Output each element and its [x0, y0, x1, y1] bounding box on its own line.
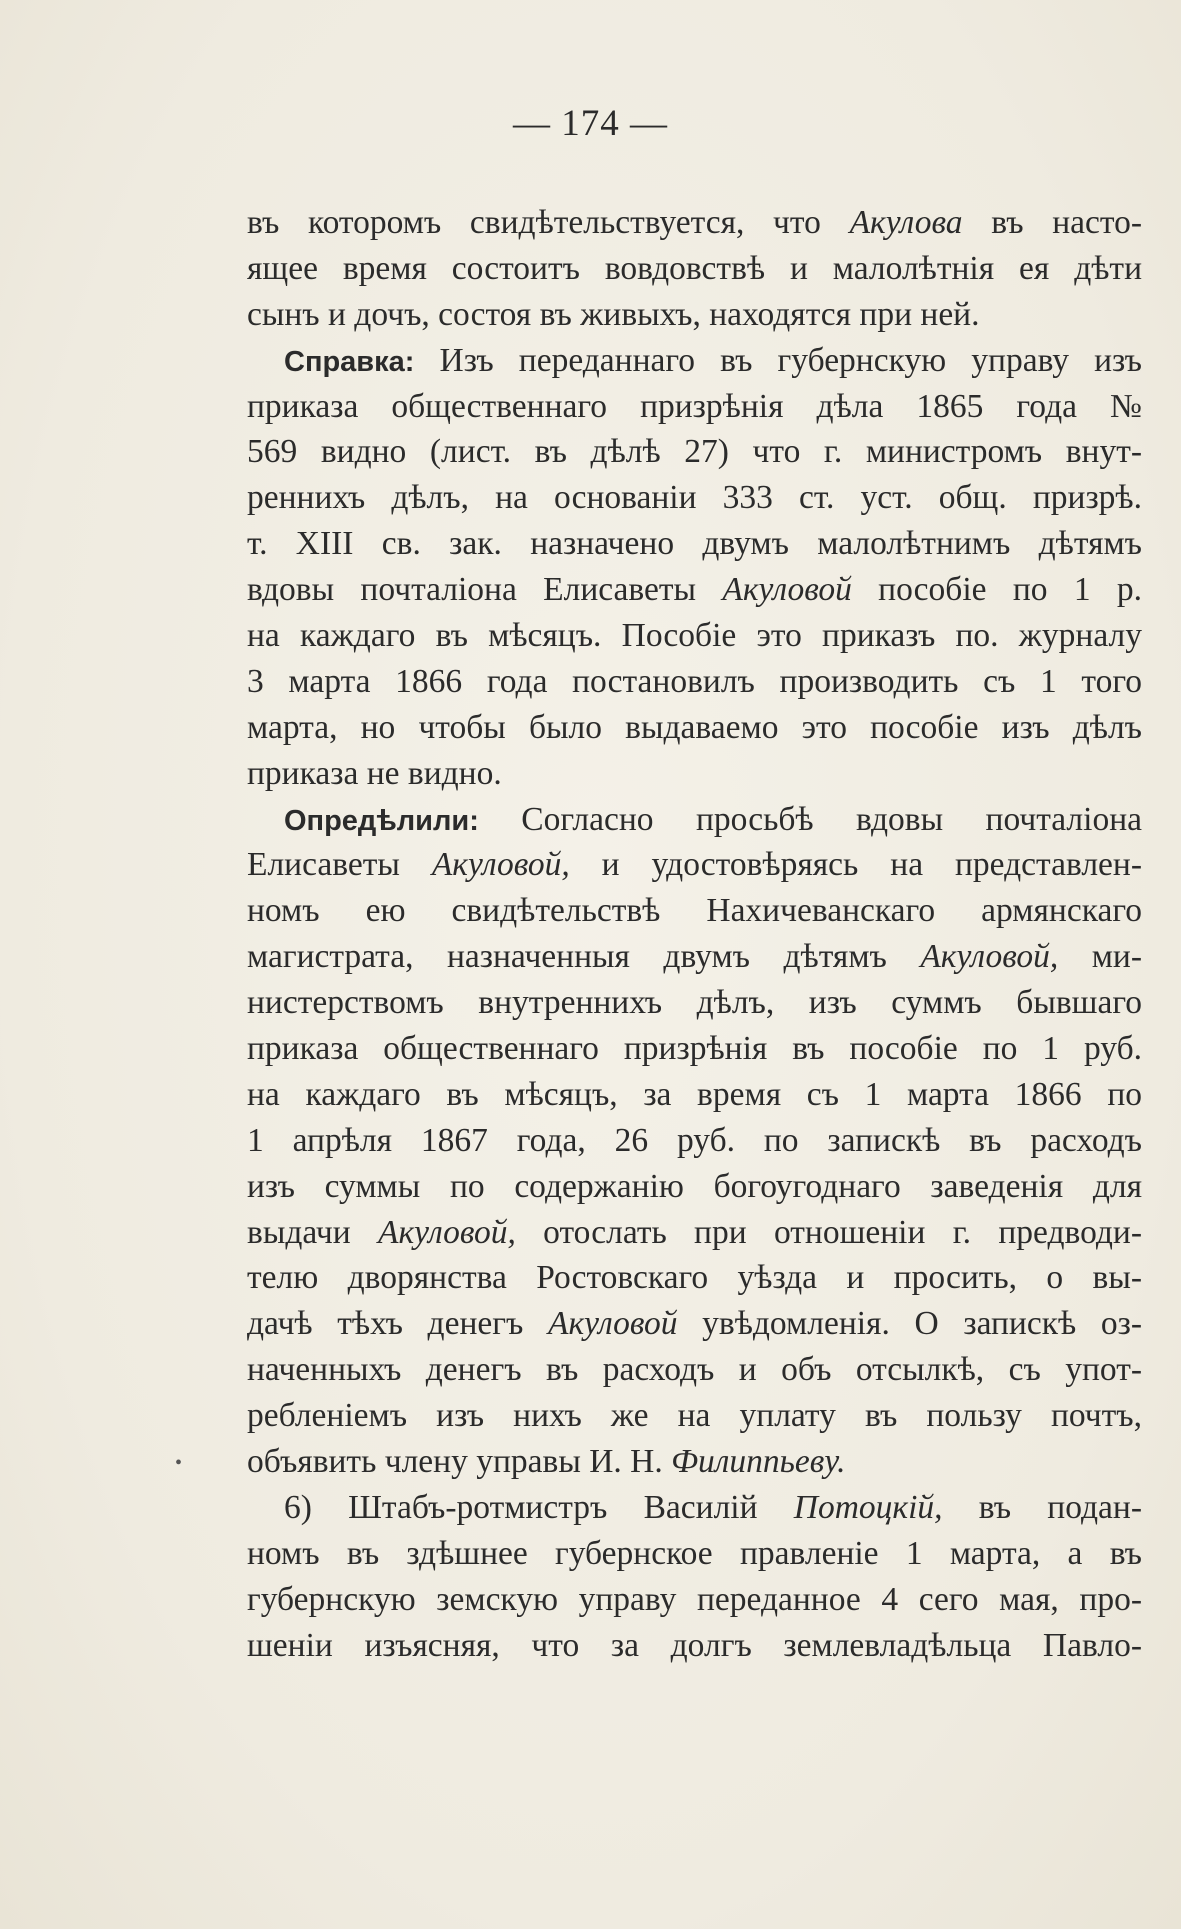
text-segment: Согласно просьбѣ вдовы почталіона [478, 800, 1142, 838]
italic-name: Акуловой, [377, 1213, 516, 1251]
text-segment: наченныхъ денегъ въ расходъ и объ отсылкѣ, съ упот- [247, 1351, 1142, 1389]
text-segment: и удостовѣряясь на представлен- [569, 846, 1142, 884]
text-line [247, 567, 1142, 613]
text-segment: въ которомъ свидѣтельствуется, что [247, 204, 850, 241]
section-keyword: Справка: [284, 345, 415, 378]
text-segment: сынъ и дочъ, состоя въ живыхъ, находятся при ней. [247, 295, 980, 333]
italic-name: Акуловой, [431, 846, 570, 884]
text-line [247, 429, 1142, 475]
text-segment: въ подан- [942, 1488, 1143, 1526]
italic-name: Филиппьеву. [671, 1443, 846, 1481]
text-segment: на каждаго въ мѣсяцъ, за время съ 1 марта 1866 по [247, 1075, 1142, 1113]
text-line [247, 1164, 1142, 1210]
text-line [247, 705, 1142, 751]
text-line [247, 521, 1142, 567]
text-line [247, 1485, 1142, 1531]
text-segment: на каждаго въ мѣсяцъ. Пособіе это приказъ по. журналу [247, 617, 1142, 655]
italic-name: Акуловой [722, 571, 852, 609]
text-segment: 6) Штабъ-ротмистръ Василій [284, 1488, 794, 1526]
text-segment: ребленіемъ изъ нихъ же на уплату въ пользу почтъ, [247, 1397, 1142, 1435]
text-line [247, 1026, 1142, 1072]
text-segment: т. XIII св. зак. назначено двумъ малолѣтнимъ дѣтямъ [247, 525, 1142, 563]
text-segment: нистерствомъ внутреннихъ дѣлъ, изъ суммъ бывшаго [247, 984, 1142, 1022]
text-segment: приказа общественнаго призрѣнія дѣла 1865 года № [247, 387, 1142, 425]
text-line [247, 1531, 1142, 1577]
text-line [247, 1118, 1142, 1164]
text-line [247, 751, 1142, 797]
text-segment: 3 марта 1866 года постановилъ производить съ 1 того [247, 662, 1142, 700]
text-line [247, 200, 1142, 246]
text-segment: ящее время состоитъ вовдовствѣ и малолѣтнія ея дѣти [247, 249, 1142, 287]
text-segment: шеніи изъясняя, что за долгъ землевладѣльца Павло- [247, 1626, 1142, 1664]
text-line [247, 1072, 1142, 1118]
text-line [247, 292, 1142, 338]
text-segment: дачѣ тѣхъ денегъ [247, 1305, 548, 1343]
text-line [247, 1393, 1142, 1439]
text-line [247, 1439, 1142, 1485]
text-segment: приказа общественнаго призрѣнія въ пособіе по 1 руб. [247, 1030, 1142, 1068]
text-segment: марта, но чтобы было выдаваемо это пособіе изъ дѣлъ [247, 708, 1142, 746]
text-segment: вдовы почталіона Елисаветы [247, 571, 723, 609]
text-line [247, 659, 1142, 705]
text-segment: ми- [1058, 938, 1142, 976]
text-segment: въ насто- [962, 204, 1143, 241]
text-line [247, 475, 1142, 521]
text-line [247, 797, 1142, 843]
text-segment: 1 апрѣля 1867 года, 26 руб. по запискѣ въ расходъ [247, 1121, 1142, 1159]
text-line [247, 842, 1142, 888]
text-line [247, 384, 1142, 430]
text-line [247, 1577, 1142, 1623]
text-segment: 569 видно (лист. въ дѣлѣ 27) что г. министромъ внут- [247, 433, 1142, 471]
text-segment: изъ суммы по содержанію богоугоднаго заведенія для [247, 1167, 1142, 1205]
text-line [247, 613, 1142, 659]
italic-name: Акулова [849, 204, 963, 241]
text-line [247, 1347, 1142, 1393]
text-segment: пособіе по 1 р. [851, 571, 1142, 609]
text-segment: реннихъ дѣлъ, на основаніи 333 ст. уст. общ. призрѣ. [247, 479, 1142, 517]
text-segment: объявить члену управы И. Н. [247, 1443, 672, 1481]
text-line [247, 1623, 1142, 1669]
text-line [247, 1210, 1142, 1256]
section-keyword: Опредѣлили: [284, 804, 479, 837]
text-line [247, 980, 1142, 1026]
text-segment: Изъ переданнаго въ губернскую управу изъ [414, 341, 1142, 379]
text-line [247, 888, 1142, 934]
body-text [247, 200, 1142, 1669]
text-segment: отослать при отношеніи г. предводи- [515, 1213, 1142, 1251]
page-number: — 174 — [513, 103, 668, 144]
text-segment: приказа не видно. [247, 754, 502, 792]
text-segment: увѣдомленія. О запискѣ оз- [677, 1305, 1142, 1343]
text-segment: номъ въ здѣшнее губернское правленіе 1 марта, а въ [247, 1534, 1142, 1572]
text-line [247, 934, 1142, 980]
text-segment: губернскую земскую управу переданное 4 сего мая, про- [247, 1580, 1142, 1618]
text-line [247, 1301, 1142, 1347]
italic-name: Акуловой, [920, 938, 1059, 976]
text-segment: номъ ею свидѣтельствѣ Нахичеванскаго армянскаго [247, 892, 1142, 930]
text-segment: Елисаветы [247, 846, 432, 884]
text-segment: выдачи [247, 1213, 378, 1251]
text-segment: телю дворянства Ростовскаго уѣзда и просить, о вы- [247, 1259, 1142, 1297]
text-line [247, 246, 1142, 292]
margin-mark: • [175, 1452, 183, 1474]
italic-name: Потоцкій, [793, 1488, 943, 1526]
text-line [247, 1255, 1142, 1301]
text-line [247, 338, 1142, 384]
text-segment: магистрата, назначенныя двумъ дѣтямъ [247, 938, 921, 976]
italic-name: Акуловой [547, 1305, 678, 1343]
